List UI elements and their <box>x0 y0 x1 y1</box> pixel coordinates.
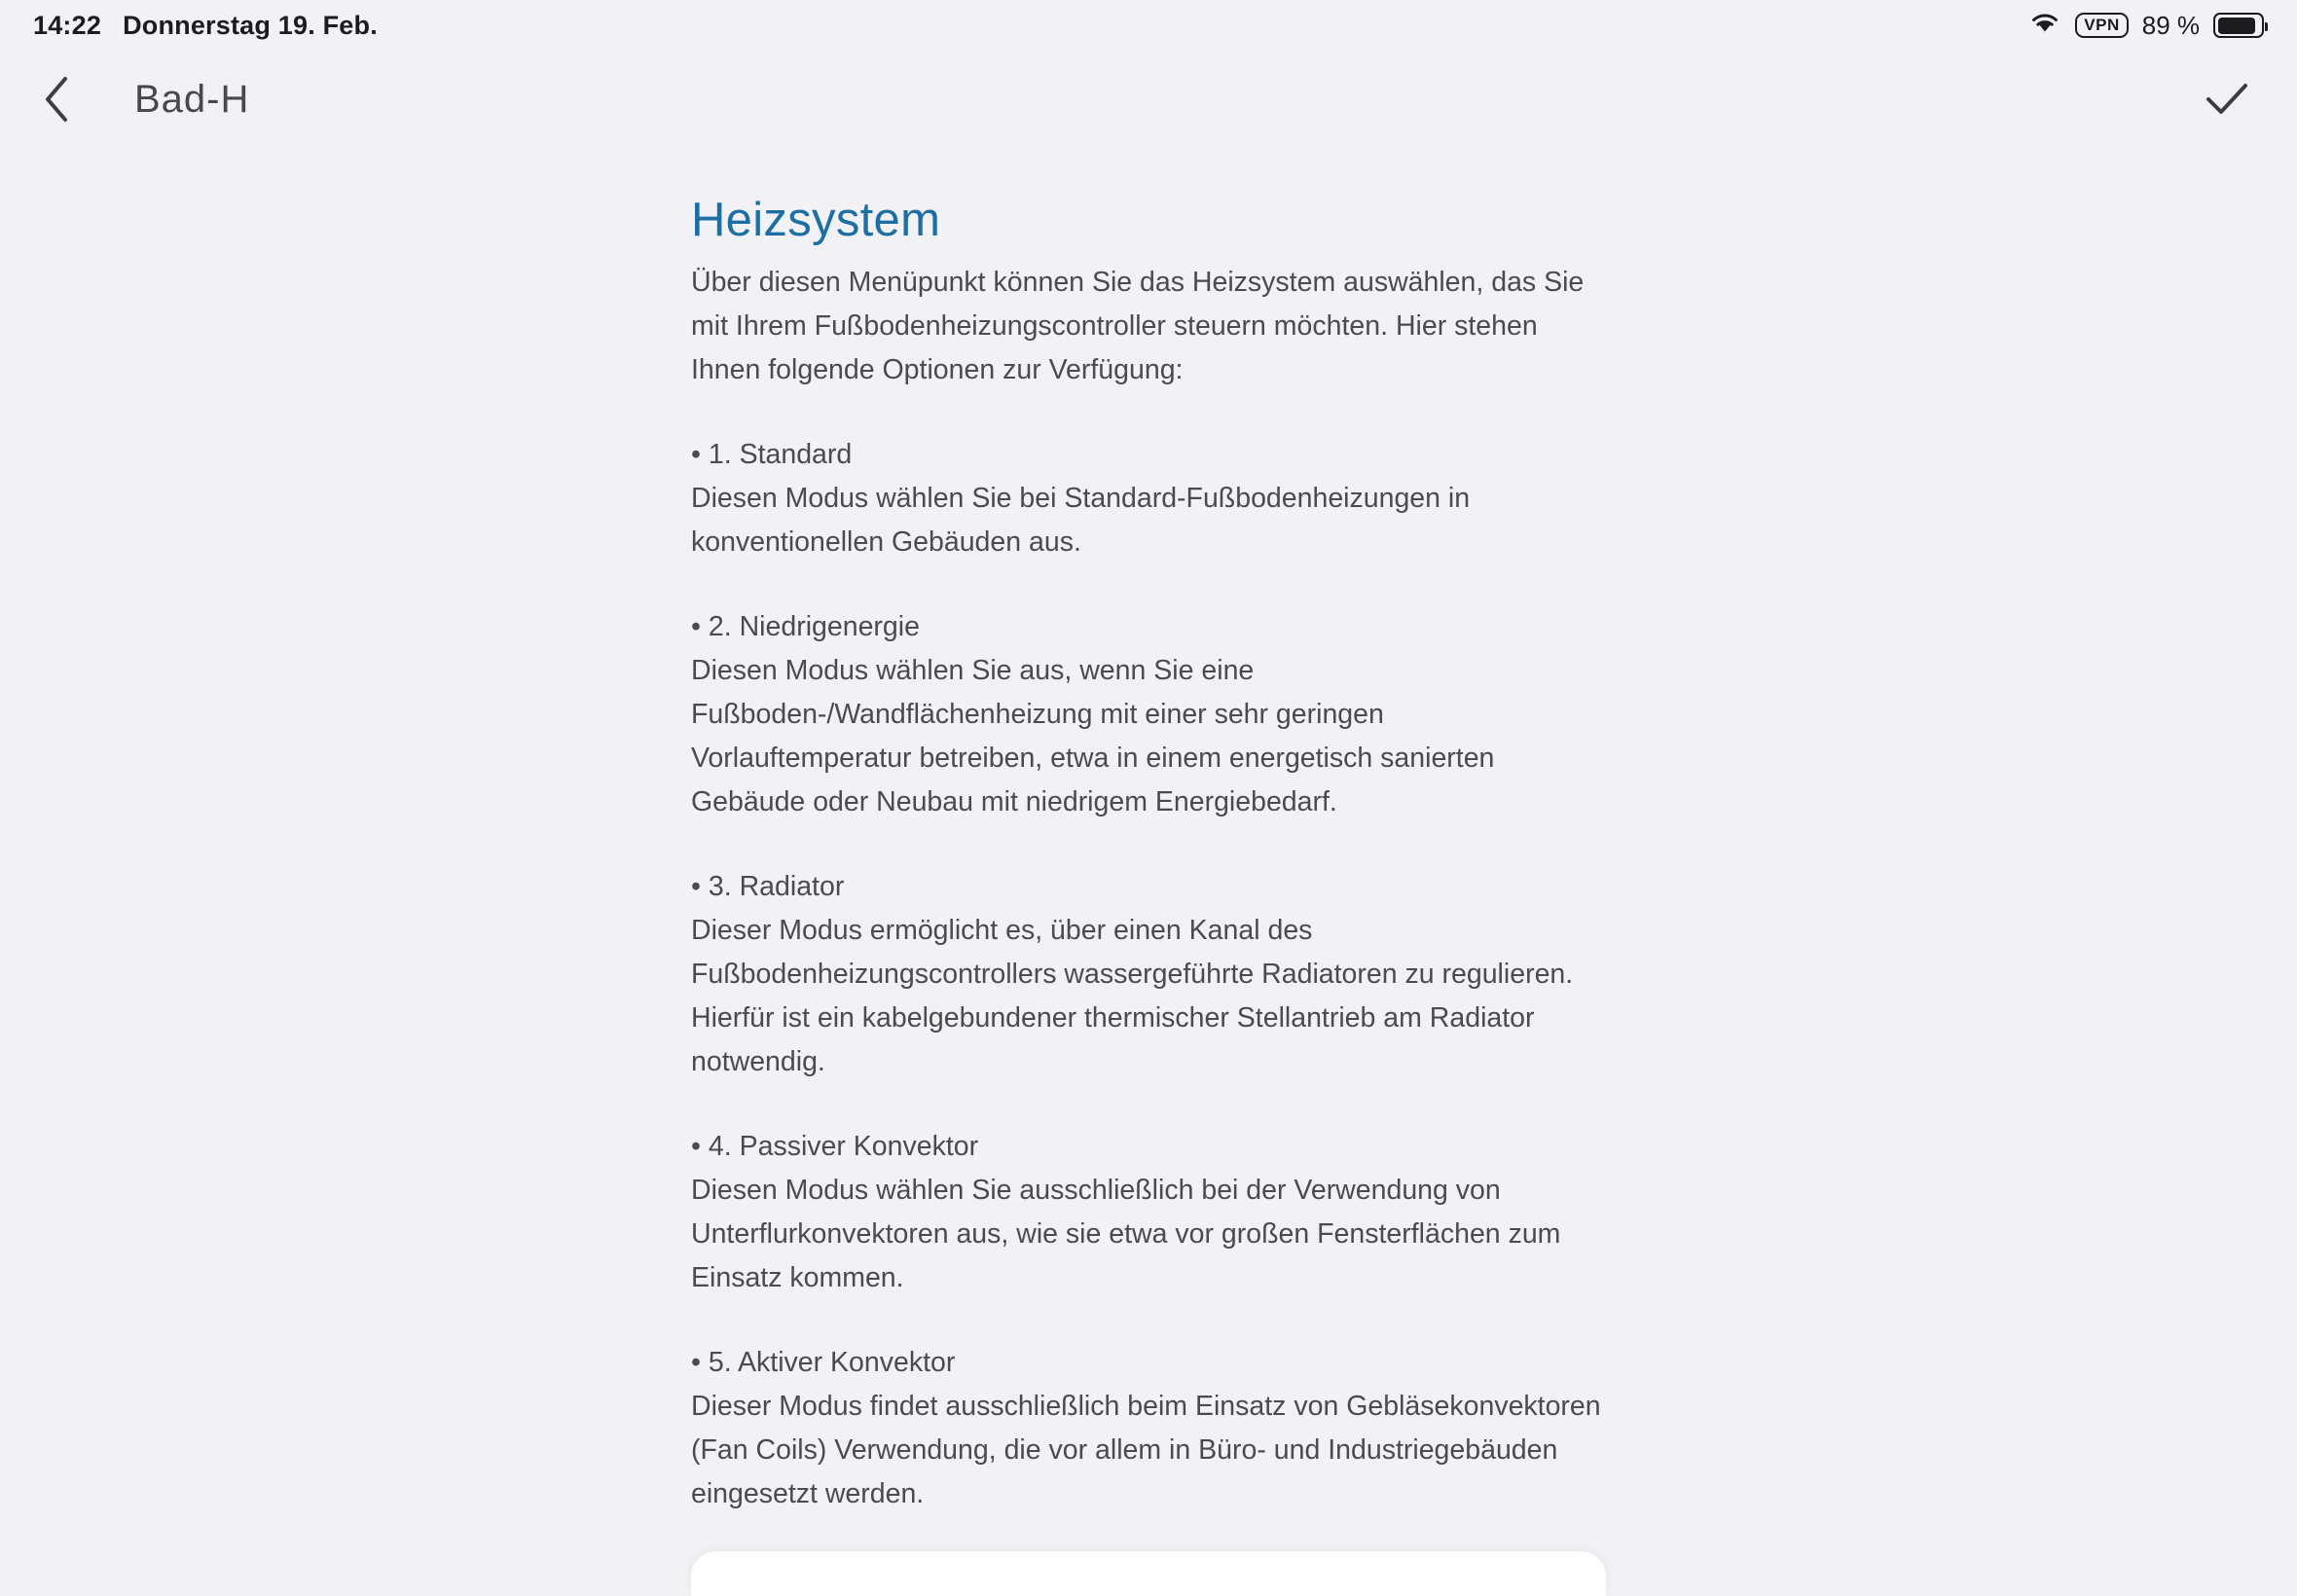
page-title: Bad-H <box>134 77 250 121</box>
option-title: • 4. Passiver Konvektor <box>691 1131 979 1162</box>
battery-fill <box>2218 18 2255 34</box>
option-description: Dieser Modus ermöglicht es, über einen Kanal des Fußbodenheizungscontrollers wassergeführte Radiatoren zu regulieren. Hierfür ist ein kabelgebundener thermischer Stellantrieb am Radiator notwendig. <box>691 915 1574 1077</box>
wifi-icon <box>2028 10 2061 42</box>
bottom-card-peek[interactable] <box>691 1551 1606 1596</box>
list-item <box>691 865 1606 1084</box>
battery-percent: 89 % <box>2141 10 2200 40</box>
list-item <box>691 605 1606 824</box>
intro-paragraph: Über diesen Menüpunkt können Sie das Heizsystem auswählen, das Sie mit Ihrem Fußbodenheizungscontroller steuern möchten. Hier stehen Ihnen folgende Optionen zur Verfügung: <box>691 267 1585 385</box>
status-time: 14:22 <box>33 10 102 40</box>
option-description: Diesen Modus wählen Sie ausschließlich bei der Verwendung von Unterflurkonvektoren aus, wie sie etwa vor großen Fensterflächen zum Einsatz kommen. <box>691 1175 1561 1293</box>
list-item <box>691 1341 1606 1516</box>
chevron-left-icon <box>43 75 72 124</box>
back-button[interactable] <box>43 72 97 127</box>
option-title: • 1. Standard <box>691 439 853 470</box>
status-bar-left <box>33 11 378 41</box>
option-title: • 5. Aktiver Konvektor <box>691 1347 956 1378</box>
option-title: • 3. Radiator <box>691 871 845 902</box>
option-description: Diesen Modus wählen Sie aus, wenn Sie eine Fußboden-/Wandflächenheizung mit einer sehr geringen Vorlauftemperatur betreiben, etwa in einem energetisch sanierten Gebäude oder Neubau mit niedrigem Energiebedarf. <box>691 655 1495 817</box>
heating-system-info <box>691 148 1606 1516</box>
status-date: Donnerstag 19. Feb. <box>123 10 378 40</box>
status-bar <box>0 0 2297 51</box>
status-bar-right <box>2028 10 2264 42</box>
list-item <box>691 433 1606 564</box>
list-item <box>691 1125 1606 1300</box>
content-scroll-area[interactable] <box>0 148 2297 1596</box>
battery-icon <box>2213 13 2264 38</box>
option-title: • 2. Niedrigenergie <box>691 611 920 642</box>
option-description: Dieser Modus findet ausschließlich beim Einsatz von Gebläsekonvektoren (Fan Coils) Verwendung, die vor allem in Büro- und Industriegebäuden eingesetzt werden. <box>691 1391 1601 1509</box>
option-description: Diesen Modus wählen Sie bei Standard-Fußbodenheizungen in konventionellen Gebäuden aus. <box>691 483 1471 558</box>
section-heading: Heizsystem <box>691 194 941 246</box>
vpn-badge: VPN <box>2075 13 2128 38</box>
navigation-bar <box>0 51 2297 148</box>
checkmark-icon <box>2205 80 2249 119</box>
confirm-button[interactable] <box>2200 72 2254 127</box>
